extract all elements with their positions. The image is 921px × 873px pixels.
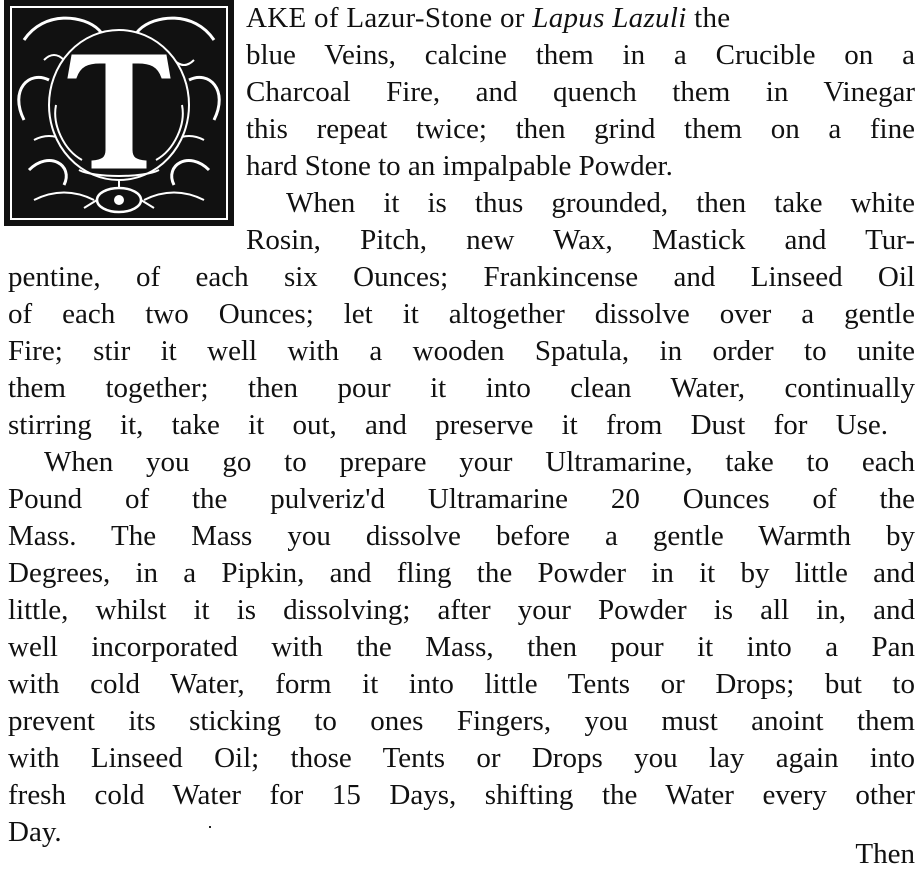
decorated-initial-t	[4, 0, 234, 226]
text-line: fresh cold Water for 15 Days, shifting the Water every other	[8, 779, 915, 811]
ornament-icon	[4, 0, 234, 226]
text-line: Rosin, Pitch, new Wax, Mastick and Tur-	[246, 224, 915, 256]
catchword: Then	[855, 838, 915, 870]
text-line: well incorporated with the Mass, then pour it into a Pan	[8, 631, 915, 663]
text-line-start: AKE of Lazur-Stone or	[246, 2, 533, 34]
text-line: pentine, of each six Ounces; Frankincense and Linseed Oil	[8, 261, 915, 293]
text-line: this repeat twice; then grind them on a fine	[246, 113, 915, 145]
text-line: Mass. The Mass you dissolve before a gentle Warmth by	[8, 520, 915, 552]
text-line: blue Veins, calcine them in a Crucible on a	[246, 39, 915, 71]
text-line: prevent its sticking to ones Fingers, you must anoint them	[8, 705, 915, 737]
text-line: with Linseed Oil; those Tents or Drops you lay again into	[8, 742, 915, 774]
text-line: When it is thus grounded, then take white	[286, 187, 915, 219]
text-line: with cold Water, form it into little Tents or Drops; but to	[8, 668, 915, 700]
italic-term: Lapus Lazuli	[532, 2, 687, 34]
text-line: Charcoal Fire, and quench them in Vinegar	[246, 76, 915, 108]
text-line	[246, 0, 915, 36]
text-line-end: the	[686, 2, 731, 34]
ink-speck	[209, 826, 211, 828]
text-line: Pound of the pulveriz'd Ultramarine 20 Ounces of the	[8, 483, 915, 515]
text-line: Degrees, in a Pipkin, and fling the Powder in it by little and	[8, 557, 915, 589]
text-line: Day.	[8, 816, 62, 848]
text-line: them together; then pour it into clean Water, continually	[8, 372, 915, 404]
text-line: hard Stone to an impalpable Powder.	[246, 150, 673, 182]
text-line: of each two Ounces; let it altogether dissolve over a gentle	[8, 298, 915, 330]
text-line: When you go to prepare your Ultramarine, take to each	[44, 446, 915, 478]
text-line: Fire; stir it well with a wooden Spatula, in order to unite	[8, 335, 915, 367]
text-line: stirring it, take it out, and preserve it from Dust for Use.	[8, 409, 888, 441]
text-line: little, whilst it is dissolving; after your Powder is all in, and	[8, 594, 915, 626]
